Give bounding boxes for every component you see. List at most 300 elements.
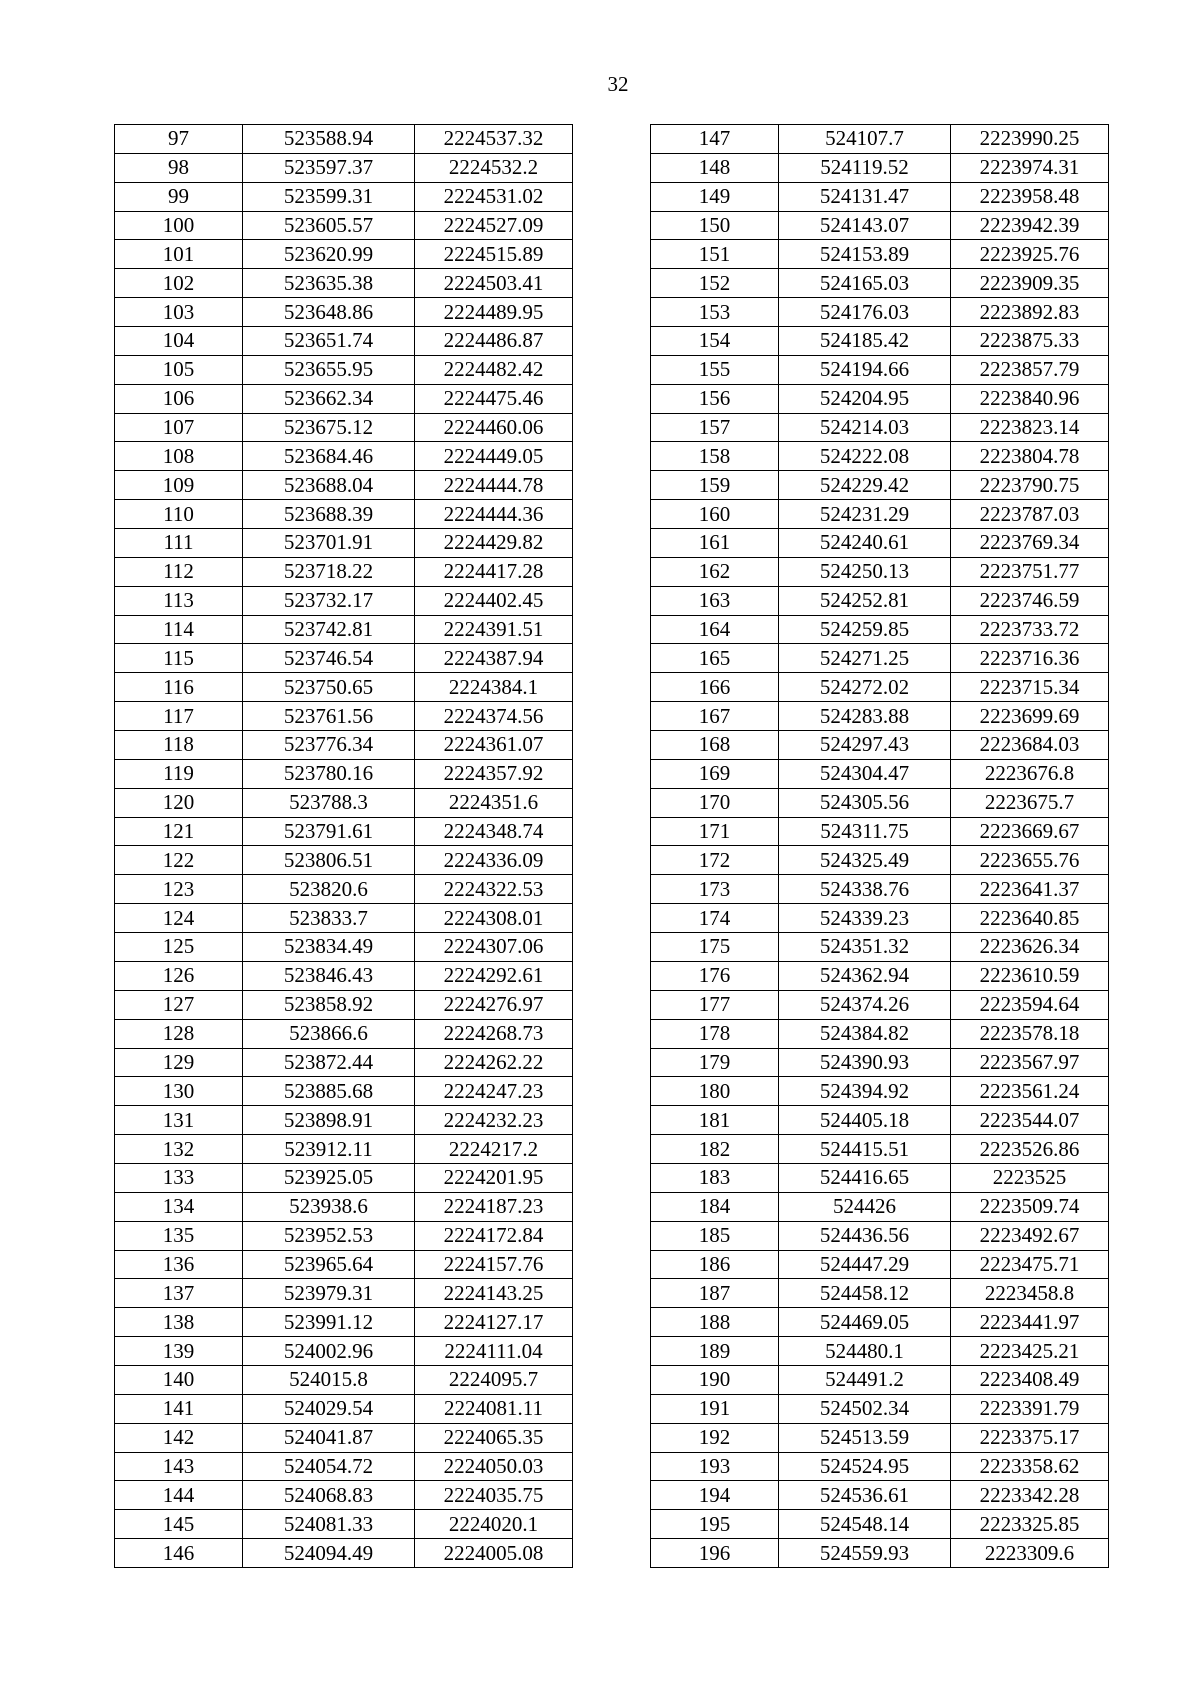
x-coordinate-cell: 523662.34 <box>243 384 415 413</box>
table-row <box>115 1192 573 1221</box>
y-coordinate-cell: 2223715.34 <box>951 673 1109 702</box>
y-coordinate-cell: 2224515.89 <box>415 240 573 269</box>
y-coordinate-cell: 2224531.02 <box>415 182 573 211</box>
x-coordinate-cell: 524426 <box>779 1192 951 1221</box>
table-row <box>651 1106 1109 1135</box>
table-row <box>115 240 573 269</box>
table-row <box>651 240 1109 269</box>
point-number-cell: 185 <box>651 1221 779 1250</box>
point-number-cell: 138 <box>115 1308 243 1337</box>
y-coordinate-cell: 2223626.34 <box>951 933 1109 962</box>
y-coordinate-cell: 2223751.77 <box>951 557 1109 586</box>
table-row <box>115 702 573 731</box>
table-row <box>115 615 573 644</box>
y-coordinate-cell: 2224361.07 <box>415 731 573 760</box>
x-coordinate-cell: 524222.08 <box>779 442 951 471</box>
x-coordinate-cell: 523620.99 <box>243 240 415 269</box>
point-number-cell: 104 <box>115 327 243 356</box>
point-number-cell: 144 <box>115 1481 243 1510</box>
table-row <box>651 557 1109 586</box>
coordinate-table-right <box>650 124 1109 1568</box>
table-row <box>115 904 573 933</box>
x-coordinate-cell: 524311.75 <box>779 817 951 846</box>
y-coordinate-cell: 2224322.53 <box>415 875 573 904</box>
coordinate-table-right-body <box>651 125 1109 1568</box>
x-coordinate-cell: 524094.49 <box>243 1539 415 1568</box>
x-coordinate-cell: 523788.3 <box>243 788 415 817</box>
coordinate-table-left <box>114 124 573 1568</box>
point-number-cell: 102 <box>115 269 243 298</box>
y-coordinate-cell: 2223675.7 <box>951 788 1109 817</box>
table-row <box>651 153 1109 182</box>
x-coordinate-cell: 523605.57 <box>243 211 415 240</box>
y-coordinate-cell: 2223823.14 <box>951 413 1109 442</box>
y-coordinate-cell: 2224127.17 <box>415 1308 573 1337</box>
y-coordinate-cell: 2223425.21 <box>951 1337 1109 1366</box>
x-coordinate-cell: 524252.81 <box>779 586 951 615</box>
table-row <box>651 211 1109 240</box>
y-coordinate-cell: 2223746.59 <box>951 586 1109 615</box>
point-number-cell: 162 <box>651 557 779 586</box>
y-coordinate-cell: 2223594.64 <box>951 990 1109 1019</box>
point-number-cell: 133 <box>115 1163 243 1192</box>
table-row <box>651 759 1109 788</box>
x-coordinate-cell: 523732.17 <box>243 586 415 615</box>
point-number-cell: 132 <box>115 1135 243 1164</box>
table-row <box>651 846 1109 875</box>
y-coordinate-cell: 2224157.76 <box>415 1250 573 1279</box>
x-coordinate-cell: 524041.87 <box>243 1423 415 1452</box>
table-row <box>115 817 573 846</box>
table-row <box>115 1077 573 1106</box>
y-coordinate-cell: 2224384.1 <box>415 673 573 702</box>
table-row <box>115 500 573 529</box>
y-coordinate-cell: 2224262.22 <box>415 1048 573 1077</box>
point-number-cell: 154 <box>651 327 779 356</box>
point-number-cell: 190 <box>651 1365 779 1394</box>
point-number-cell: 123 <box>115 875 243 904</box>
point-number-cell: 174 <box>651 904 779 933</box>
point-number-cell: 176 <box>651 961 779 990</box>
table-row <box>115 1423 573 1452</box>
y-coordinate-cell: 2224374.56 <box>415 702 573 731</box>
x-coordinate-cell: 523688.39 <box>243 500 415 529</box>
point-number-cell: 134 <box>115 1192 243 1221</box>
point-number-cell: 119 <box>115 759 243 788</box>
point-number-cell: 120 <box>115 788 243 817</box>
x-coordinate-cell: 524338.76 <box>779 875 951 904</box>
x-coordinate-cell: 524002.96 <box>243 1337 415 1366</box>
y-coordinate-cell: 2223974.31 <box>951 153 1109 182</box>
point-number-cell: 116 <box>115 673 243 702</box>
y-coordinate-cell: 2224387.94 <box>415 644 573 673</box>
y-coordinate-cell: 2223391.79 <box>951 1394 1109 1423</box>
point-number-cell: 113 <box>115 586 243 615</box>
x-coordinate-cell: 524491.2 <box>779 1365 951 1394</box>
table-row <box>651 1452 1109 1481</box>
table-row <box>651 817 1109 846</box>
table-row <box>651 1279 1109 1308</box>
y-coordinate-cell: 2224348.74 <box>415 817 573 846</box>
y-coordinate-cell: 2223699.69 <box>951 702 1109 731</box>
y-coordinate-cell: 2224489.95 <box>415 298 573 327</box>
x-coordinate-cell: 524283.88 <box>779 702 951 731</box>
table-row <box>115 529 573 558</box>
y-coordinate-cell: 2224429.82 <box>415 529 573 558</box>
y-coordinate-cell: 2223733.72 <box>951 615 1109 644</box>
point-number-cell: 98 <box>115 153 243 182</box>
x-coordinate-cell: 524081.33 <box>243 1510 415 1539</box>
x-coordinate-cell: 524339.23 <box>779 904 951 933</box>
y-coordinate-cell: 2223990.25 <box>951 125 1109 154</box>
point-number-cell: 196 <box>651 1539 779 1568</box>
y-coordinate-cell: 2223892.83 <box>951 298 1109 327</box>
point-number-cell: 177 <box>651 990 779 1019</box>
point-number-cell: 141 <box>115 1394 243 1423</box>
y-coordinate-cell: 2223804.78 <box>951 442 1109 471</box>
table-row <box>115 1048 573 1077</box>
point-number-cell: 114 <box>115 615 243 644</box>
y-coordinate-cell: 2223526.86 <box>951 1135 1109 1164</box>
x-coordinate-cell: 523655.95 <box>243 355 415 384</box>
table-row <box>115 327 573 356</box>
y-coordinate-cell: 2224444.36 <box>415 500 573 529</box>
table-row <box>115 759 573 788</box>
table-row <box>115 471 573 500</box>
table-row <box>651 702 1109 731</box>
y-coordinate-cell: 2223525 <box>951 1163 1109 1192</box>
y-coordinate-cell: 2223375.17 <box>951 1423 1109 1452</box>
y-coordinate-cell: 2223309.6 <box>951 1539 1109 1568</box>
point-number-cell: 128 <box>115 1019 243 1048</box>
y-coordinate-cell: 2224307.06 <box>415 933 573 962</box>
table-row <box>651 933 1109 962</box>
table-row <box>115 1365 573 1394</box>
point-number-cell: 184 <box>651 1192 779 1221</box>
point-number-cell: 164 <box>651 615 779 644</box>
point-number-cell: 168 <box>651 731 779 760</box>
y-coordinate-cell: 2223676.8 <box>951 759 1109 788</box>
point-number-cell: 149 <box>651 182 779 211</box>
x-coordinate-cell: 524259.85 <box>779 615 951 644</box>
table-row <box>115 269 573 298</box>
x-coordinate-cell: 524271.25 <box>779 644 951 673</box>
x-coordinate-cell: 524513.59 <box>779 1423 951 1452</box>
table-row <box>115 788 573 817</box>
y-coordinate-cell: 2223641.37 <box>951 875 1109 904</box>
table-row <box>651 1250 1109 1279</box>
x-coordinate-cell: 523701.91 <box>243 529 415 558</box>
y-coordinate-cell: 2224065.35 <box>415 1423 573 1452</box>
x-coordinate-cell: 523761.56 <box>243 702 415 731</box>
y-coordinate-cell: 2223669.67 <box>951 817 1109 846</box>
x-coordinate-cell: 524480.1 <box>779 1337 951 1366</box>
table-row <box>651 1423 1109 1452</box>
y-coordinate-cell: 2223684.03 <box>951 731 1109 760</box>
point-number-cell: 137 <box>115 1279 243 1308</box>
table-row <box>115 1394 573 1423</box>
table-row <box>115 355 573 384</box>
table-row <box>651 1481 1109 1510</box>
y-coordinate-cell: 2224292.61 <box>415 961 573 990</box>
point-number-cell: 192 <box>651 1423 779 1452</box>
y-coordinate-cell: 2223610.59 <box>951 961 1109 990</box>
x-coordinate-cell: 524107.7 <box>779 125 951 154</box>
point-number-cell: 122 <box>115 846 243 875</box>
table-row <box>651 615 1109 644</box>
table-row <box>651 1048 1109 1077</box>
table-row <box>651 298 1109 327</box>
table-row <box>651 1337 1109 1366</box>
table-row <box>115 1221 573 1250</box>
point-number-cell: 103 <box>115 298 243 327</box>
x-coordinate-cell: 523979.31 <box>243 1279 415 1308</box>
table-row <box>651 182 1109 211</box>
point-number-cell: 151 <box>651 240 779 269</box>
y-coordinate-cell: 2223408.49 <box>951 1365 1109 1394</box>
table-row <box>115 211 573 240</box>
x-coordinate-cell: 523684.46 <box>243 442 415 471</box>
x-coordinate-cell: 523938.6 <box>243 1192 415 1221</box>
point-number-cell: 152 <box>651 269 779 298</box>
x-coordinate-cell: 524297.43 <box>779 731 951 760</box>
x-coordinate-cell: 524559.93 <box>779 1539 951 1568</box>
y-coordinate-cell: 2223544.07 <box>951 1106 1109 1135</box>
point-number-cell: 169 <box>651 759 779 788</box>
y-coordinate-cell: 2224449.05 <box>415 442 573 471</box>
point-number-cell: 172 <box>651 846 779 875</box>
table-row <box>651 1077 1109 1106</box>
point-number-cell: 117 <box>115 702 243 731</box>
point-number-cell: 175 <box>651 933 779 962</box>
table-row <box>651 1394 1109 1423</box>
table-row <box>115 413 573 442</box>
table-row <box>115 1250 573 1279</box>
point-number-cell: 125 <box>115 933 243 962</box>
y-coordinate-cell: 2224351.6 <box>415 788 573 817</box>
table-row <box>651 269 1109 298</box>
table-row <box>115 153 573 182</box>
point-number-cell: 180 <box>651 1077 779 1106</box>
table-row <box>651 904 1109 933</box>
x-coordinate-cell: 524229.42 <box>779 471 951 500</box>
table-row <box>651 1510 1109 1539</box>
y-coordinate-cell: 2224503.41 <box>415 269 573 298</box>
y-coordinate-cell: 2223909.35 <box>951 269 1109 298</box>
table-row <box>115 846 573 875</box>
y-coordinate-cell: 2224035.75 <box>415 1481 573 1510</box>
table-row <box>651 442 1109 471</box>
x-coordinate-cell: 524405.18 <box>779 1106 951 1135</box>
y-coordinate-cell: 2223358.62 <box>951 1452 1109 1481</box>
x-coordinate-cell: 523925.05 <box>243 1163 415 1192</box>
table-row <box>115 557 573 586</box>
y-coordinate-cell: 2223325.85 <box>951 1510 1109 1539</box>
point-number-cell: 100 <box>115 211 243 240</box>
x-coordinate-cell: 523806.51 <box>243 846 415 875</box>
point-number-cell: 131 <box>115 1106 243 1135</box>
table-row <box>651 1365 1109 1394</box>
point-number-cell: 106 <box>115 384 243 413</box>
x-coordinate-cell: 523858.92 <box>243 990 415 1019</box>
x-coordinate-cell: 523688.04 <box>243 471 415 500</box>
x-coordinate-cell: 524240.61 <box>779 529 951 558</box>
table-row <box>651 384 1109 413</box>
x-coordinate-cell: 523718.22 <box>243 557 415 586</box>
point-number-cell: 145 <box>115 1510 243 1539</box>
table-row <box>115 298 573 327</box>
point-number-cell: 124 <box>115 904 243 933</box>
x-coordinate-cell: 523648.86 <box>243 298 415 327</box>
table-row <box>115 1163 573 1192</box>
table-row <box>115 990 573 1019</box>
y-coordinate-cell: 2224201.95 <box>415 1163 573 1192</box>
point-number-cell: 150 <box>651 211 779 240</box>
x-coordinate-cell: 523991.12 <box>243 1308 415 1337</box>
x-coordinate-cell: 523872.44 <box>243 1048 415 1077</box>
y-coordinate-cell: 2223958.48 <box>951 182 1109 211</box>
y-coordinate-cell: 2224172.84 <box>415 1221 573 1250</box>
y-coordinate-cell: 2224308.01 <box>415 904 573 933</box>
y-coordinate-cell: 2223492.67 <box>951 1221 1109 1250</box>
x-coordinate-cell: 523588.94 <box>243 125 415 154</box>
point-number-cell: 112 <box>115 557 243 586</box>
x-coordinate-cell: 524231.29 <box>779 500 951 529</box>
point-number-cell: 156 <box>651 384 779 413</box>
point-number-cell: 109 <box>115 471 243 500</box>
y-coordinate-cell: 2224417.28 <box>415 557 573 586</box>
point-number-cell: 182 <box>651 1135 779 1164</box>
table-row <box>115 442 573 471</box>
y-coordinate-cell: 2223942.39 <box>951 211 1109 240</box>
point-number-cell: 189 <box>651 1337 779 1366</box>
x-coordinate-cell: 524214.03 <box>779 413 951 442</box>
y-coordinate-cell: 2224050.03 <box>415 1452 573 1481</box>
y-coordinate-cell: 2223509.74 <box>951 1192 1109 1221</box>
x-coordinate-cell: 523597.37 <box>243 153 415 182</box>
table-row <box>115 644 573 673</box>
x-coordinate-cell: 524250.13 <box>779 557 951 586</box>
x-coordinate-cell: 524436.56 <box>779 1221 951 1250</box>
table-row <box>115 586 573 615</box>
x-coordinate-cell: 524362.94 <box>779 961 951 990</box>
x-coordinate-cell: 523750.65 <box>243 673 415 702</box>
x-coordinate-cell: 524153.89 <box>779 240 951 269</box>
point-number-cell: 110 <box>115 500 243 529</box>
y-coordinate-cell: 2223925.76 <box>951 240 1109 269</box>
y-coordinate-cell: 2224527.09 <box>415 211 573 240</box>
table-row <box>651 1019 1109 1048</box>
x-coordinate-cell: 524325.49 <box>779 846 951 875</box>
point-number-cell: 188 <box>651 1308 779 1337</box>
point-number-cell: 126 <box>115 961 243 990</box>
x-coordinate-cell: 523780.16 <box>243 759 415 788</box>
table-row <box>115 875 573 904</box>
point-number-cell: 194 <box>651 1481 779 1510</box>
y-coordinate-cell: 2224482.42 <box>415 355 573 384</box>
table-row <box>115 1539 573 1568</box>
y-coordinate-cell: 2223840.96 <box>951 384 1109 413</box>
table-row <box>115 1279 573 1308</box>
y-coordinate-cell: 2223857.79 <box>951 355 1109 384</box>
point-number-cell: 193 <box>651 1452 779 1481</box>
x-coordinate-cell: 524304.47 <box>779 759 951 788</box>
x-coordinate-cell: 524458.12 <box>779 1279 951 1308</box>
table-row <box>651 413 1109 442</box>
y-coordinate-cell: 2224020.1 <box>415 1510 573 1539</box>
point-number-cell: 186 <box>651 1250 779 1279</box>
point-number-cell: 191 <box>651 1394 779 1423</box>
table-row <box>115 961 573 990</box>
y-coordinate-cell: 2224187.23 <box>415 1192 573 1221</box>
table-row <box>651 644 1109 673</box>
table-row <box>115 1308 573 1337</box>
y-coordinate-cell: 2223655.76 <box>951 846 1109 875</box>
x-coordinate-cell: 523965.64 <box>243 1250 415 1279</box>
table-row <box>651 673 1109 702</box>
x-coordinate-cell: 523834.49 <box>243 933 415 962</box>
x-coordinate-cell: 524272.02 <box>779 673 951 702</box>
point-number-cell: 147 <box>651 125 779 154</box>
y-coordinate-cell: 2224532.2 <box>415 153 573 182</box>
x-coordinate-cell: 524384.82 <box>779 1019 951 1048</box>
x-coordinate-cell: 523635.38 <box>243 269 415 298</box>
y-coordinate-cell: 2224486.87 <box>415 327 573 356</box>
point-number-cell: 181 <box>651 1106 779 1135</box>
point-number-cell: 195 <box>651 1510 779 1539</box>
table-row <box>651 327 1109 356</box>
y-coordinate-cell: 2223578.18 <box>951 1019 1109 1048</box>
point-number-cell: 165 <box>651 644 779 673</box>
table-row <box>651 990 1109 1019</box>
table-row <box>651 875 1109 904</box>
x-coordinate-cell: 524305.56 <box>779 788 951 817</box>
point-number-cell: 101 <box>115 240 243 269</box>
point-number-cell: 140 <box>115 1365 243 1394</box>
y-coordinate-cell: 2224268.73 <box>415 1019 573 1048</box>
y-coordinate-cell: 2224276.97 <box>415 990 573 1019</box>
y-coordinate-cell: 2223458.8 <box>951 1279 1109 1308</box>
y-coordinate-cell: 2224357.92 <box>415 759 573 788</box>
x-coordinate-cell: 523952.53 <box>243 1221 415 1250</box>
x-coordinate-cell: 524185.42 <box>779 327 951 356</box>
page-number: 32 <box>607 72 629 96</box>
y-coordinate-cell: 2224475.46 <box>415 384 573 413</box>
y-coordinate-cell: 2224081.11 <box>415 1394 573 1423</box>
table-row <box>651 731 1109 760</box>
x-coordinate-cell: 523776.34 <box>243 731 415 760</box>
x-coordinate-cell: 524165.03 <box>779 269 951 298</box>
x-coordinate-cell: 523675.12 <box>243 413 415 442</box>
table-row <box>115 933 573 962</box>
point-number-cell: 111 <box>115 529 243 558</box>
y-coordinate-cell: 2223567.97 <box>951 1048 1109 1077</box>
x-coordinate-cell: 523820.6 <box>243 875 415 904</box>
y-coordinate-cell: 2223475.71 <box>951 1250 1109 1279</box>
y-coordinate-cell: 2224402.45 <box>415 586 573 615</box>
x-coordinate-cell: 524415.51 <box>779 1135 951 1164</box>
point-number-cell: 127 <box>115 990 243 1019</box>
point-number-cell: 179 <box>651 1048 779 1077</box>
point-number-cell: 105 <box>115 355 243 384</box>
table-row <box>115 673 573 702</box>
table-row <box>651 586 1109 615</box>
point-number-cell: 121 <box>115 817 243 846</box>
x-coordinate-cell: 524029.54 <box>243 1394 415 1423</box>
point-number-cell: 142 <box>115 1423 243 1452</box>
point-number-cell: 157 <box>651 413 779 442</box>
x-coordinate-cell: 524068.83 <box>243 1481 415 1510</box>
